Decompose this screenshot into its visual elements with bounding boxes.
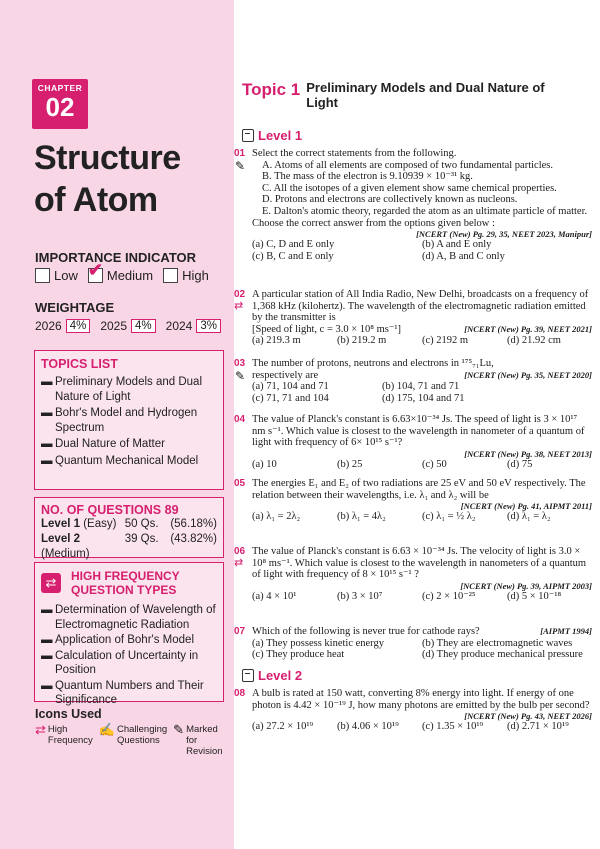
- legend-revision: [173, 724, 228, 757]
- topic-item-label: Quantum Mechanical Model: [55, 454, 199, 467]
- options: [252, 721, 592, 733]
- option: (b) A and E only: [422, 239, 492, 251]
- weightage-row: [35, 319, 231, 333]
- option: (a) λ₁ = 2λ₂: [252, 511, 301, 523]
- weightage-heading: WEIGHTAGE: [35, 300, 115, 315]
- weightage-value: 4%: [131, 319, 156, 333]
- weightage-value: 4%: [66, 319, 91, 333]
- source-reference: [NCERT (New) Pg. 39, NEET 2021]: [464, 323, 592, 334]
- high-checkbox: [163, 268, 178, 283]
- legend-label: Marked for: [186, 724, 218, 746]
- chapter-title-line1: Structure: [34, 139, 181, 177]
- option: (d) 2.71 × 10¹⁹: [507, 721, 569, 733]
- level1-heading: [242, 128, 302, 143]
- level1-label: Level 1: [258, 128, 303, 143]
- question-text: The number of protons, neutrons and electrons in ¹⁷⁵₇₁Lu,: [252, 358, 494, 369]
- questions-column: [234, 0, 600, 849]
- level1-count: 50 Qs.: [124, 518, 159, 530]
- challenging-icon: ✍: [98, 722, 115, 737]
- option: (d) 175, 104 and 71: [382, 392, 465, 404]
- topic-header: [242, 80, 566, 110]
- question-text: The value of Planck's constant is 6.63 × 10⁻³⁴ Js. The velocity of light is 3.0 × 10⁸ ms⁻¹. Which value is closest to the wavelength in nanometers of a quantum of light with frequency of 8 × 10¹⁵ s⁻¹ ?: [252, 546, 587, 581]
- level1-label: Level 1: [41, 518, 80, 530]
- question-number: 06: [234, 546, 246, 557]
- question-number: 08: [234, 688, 246, 699]
- weightage-year: 2025: [100, 319, 128, 333]
- options: [252, 459, 592, 471]
- option: (a) 71, 104 and 71: [252, 381, 329, 393]
- legend-label: Revision: [186, 746, 223, 757]
- high-frequency-icon: ⇄: [234, 557, 244, 569]
- topic-item: ▬ Quantum Mechanical Model: [41, 454, 199, 467]
- importance-high-label: High: [182, 268, 209, 283]
- option: (a) They possess kinetic energy: [252, 637, 384, 649]
- option: (b) 104, 71 and 71: [382, 381, 460, 393]
- legend-challenging: [99, 724, 167, 757]
- topic-tag: Topic 1: [242, 80, 301, 99]
- option: (d) A, B and C only: [422, 250, 505, 262]
- high-frequency-icon: ⇄: [41, 573, 61, 593]
- option: (d) 21.92 cm: [507, 335, 561, 347]
- question-type-label: Calculation of Uncertainty in Position: [55, 649, 199, 676]
- option: (a) 219.3 m: [252, 335, 301, 347]
- pushpin-icon: ✎: [235, 369, 246, 383]
- source-reference: [NCERT (New) Pg. 38, NEET 2013]: [464, 448, 592, 459]
- option: (c) 1.35 × 10¹⁹: [422, 721, 484, 733]
- level-icon: [242, 129, 254, 142]
- importance-high: [163, 268, 209, 283]
- question-text: Which of the following is never true for cathode rays?: [252, 626, 480, 637]
- weightage-value: 3%: [196, 319, 221, 333]
- level2-type: (Medium): [41, 548, 90, 560]
- question-number: 07: [234, 626, 246, 637]
- option: (d) They produce mechanical pressure: [422, 649, 583, 661]
- source-reference: [AIPMT 1994]: [540, 626, 592, 636]
- icons-used-heading: Icons Used: [35, 707, 102, 721]
- importance-indicator: [35, 260, 219, 283]
- question-number: 05: [234, 478, 246, 489]
- question-08: [234, 688, 592, 733]
- high-frequency-panel: [34, 562, 224, 706]
- low-checkbox: [35, 268, 50, 283]
- question-number: 01: [234, 148, 246, 159]
- importance-low: [35, 268, 78, 283]
- level1-type: (Easy): [83, 518, 117, 530]
- importance-low-label: Low: [54, 268, 78, 283]
- question-text: Choose the correct answer from the options given below :: [252, 217, 495, 229]
- level2-percent: (43.82%): [170, 533, 217, 545]
- topics-list-heading: TOPICS LIST: [41, 357, 118, 371]
- topics-list-panel: [34, 350, 224, 490]
- chapter-title-line2: of Atom: [34, 181, 158, 219]
- level1-count-row: [41, 517, 217, 532]
- question-type-item: ▬ Quantum Numbers and Their Significance: [41, 679, 204, 706]
- chapter-sidebar: [0, 0, 234, 849]
- statement: D. Protons and electrons are collectively known as nucleons.: [262, 194, 518, 206]
- high-frequency-heading-line2: QUESTION TYPES: [71, 583, 177, 597]
- option: (a) 10: [252, 458, 277, 470]
- checkmark-icon: ✔: [87, 260, 103, 280]
- question-text: The value of Planck's constant is 6.63×10⁻³⁴ Js. The speed of light is 3 × 10¹⁷ nm s⁻¹. Which value is closest to the wavelength in nanometer of a quantum of light with frequency of 6× 10¹⁵ s⁻¹?: [252, 414, 585, 449]
- question-01: [234, 148, 592, 262]
- question-07: [234, 626, 592, 661]
- question-05: [234, 478, 592, 523]
- icons-legend: [35, 724, 234, 757]
- legend-label: Questions: [116, 735, 160, 746]
- option: (a) C, D and E only: [252, 239, 335, 251]
- option: (b) 4.06 × 10¹⁹: [337, 721, 399, 733]
- level2-label: Level 2: [258, 668, 303, 683]
- question-text: A particular station of All India Radio, New Delhi, broadcasts on a frequency of 1,368 kHz (kilohertz). The wavelength of the electromagnetic radiation emitted by the transmitter is: [252, 289, 589, 324]
- topic-title: Preliminary Models and Dual Nature of Light: [306, 80, 545, 110]
- source-reference: [NCERT (New) Pg. 39, AIPMT 2003]: [460, 580, 592, 591]
- level1-percent: (56.18%): [170, 518, 217, 530]
- topic-item: ▬ Preliminary Models and Dual Nature of Light: [41, 376, 203, 403]
- option: (b) They are electromagnetic waves: [422, 637, 573, 649]
- chapter-number: 02: [45, 92, 75, 122]
- question-text: A bulb is rated at 150 watt, converting 8% energy into light. If energy of one photon is 4.42 × 10⁻¹⁹ J, how many photons are emitted by the bulb per second?: [252, 688, 590, 711]
- option: (d) 5 × 10⁻¹⁸: [507, 590, 562, 602]
- option: (c) 50: [422, 458, 447, 470]
- question-type-label: Determination of Wavelength of Electromagnetic Radiation: [55, 604, 216, 631]
- source-reference: [NCERT (New) Pg. 29, 35, NEET 2023, Manipur]: [416, 229, 592, 240]
- option: (a) 27.2 × 10¹⁹: [252, 721, 314, 733]
- option: (c) They produce heat: [252, 649, 345, 661]
- level2-label: Level 2: [41, 533, 80, 545]
- topic-item: ▬ Bohr's Model and Hydrogen Spectrum: [41, 407, 198, 434]
- importance-medium-label: Medium: [106, 268, 154, 283]
- options: [252, 335, 592, 347]
- legend-label: Challenging: [116, 724, 168, 735]
- topic-item-label: Dual Nature of Matter: [55, 438, 165, 450]
- question-02: [234, 289, 592, 347]
- level-icon: [242, 669, 254, 682]
- chapter-title: [34, 137, 229, 221]
- importance-heading: IMPORTANCE INDICATOR: [35, 250, 197, 265]
- option: (c) 2 × 10⁻²⁵: [422, 590, 476, 602]
- level2-count-row: [41, 532, 217, 562]
- question-type-label: Application of Bohr's Model: [55, 634, 194, 646]
- pushpin-icon: ✎: [235, 159, 246, 173]
- question-type-item: ▬ Calculation of Uncertainty in Position: [41, 649, 199, 676]
- question-text: respectively are: [252, 369, 319, 381]
- source-reference: [NCERT (New) Pg. 35, NEET 2020]: [464, 369, 592, 380]
- option: (c) λ₁ = ½ λ₂: [422, 511, 476, 523]
- option: (b) 25: [337, 458, 363, 470]
- question-type-item: ▬ Application of Bohr's Model: [41, 634, 194, 646]
- weightage-year: 2026: [35, 319, 62, 333]
- legend-label: High: [47, 724, 68, 735]
- question-number: 04: [234, 414, 246, 425]
- question-type-label: Quantum Numbers and Their Significance: [55, 679, 204, 706]
- legend-label: Frequency: [47, 735, 93, 746]
- question-number: 02: [234, 289, 246, 300]
- question-text: [Speed of light, c = 3.0 × 10⁸ ms⁻¹]: [252, 323, 402, 335]
- pushpin-icon: ✎: [173, 722, 185, 737]
- chapter-badge: [32, 79, 88, 129]
- question-03: [234, 358, 592, 404]
- option: (d) λ₁ = λ₂: [507, 511, 551, 523]
- question-text: Select the correct statements from the following.: [252, 148, 457, 159]
- statement: C. All the isotopes of a given element show same chemical properties.: [262, 182, 557, 194]
- source-reference: [NCERT (New) Pg. 43, NEET 2026]: [464, 711, 592, 722]
- statement: E. Dalton's atomic theory, regarded the atom as an ultimate particle of matter.: [262, 205, 588, 217]
- option: (b) 3 × 10⁷: [337, 590, 383, 602]
- option: (b) 219.2 m: [337, 335, 387, 347]
- option: (d) 75: [507, 458, 533, 470]
- topic-item-label: Bohr's Model and Hydrogen Spectrum: [55, 407, 198, 434]
- high-frequency-icon: ⇄: [234, 300, 244, 312]
- question-text: The energies E₁ and E₂ of two radiations are 25 eV and 50 eV respectively. The relation between their wavelengths, i.e. λ₁ and λ₂ will be: [252, 478, 586, 501]
- source-reference: [NCERT (New) Pg. 41, AIPMT 2011]: [460, 501, 592, 512]
- topic-item-label: Preliminary Models and Dual Nature of Light: [55, 376, 203, 403]
- high-frequency-heading-line1: HIGH FREQUENCY: [71, 569, 180, 583]
- option: (c) B, C and E only: [252, 250, 334, 262]
- options: [252, 638, 592, 661]
- topic-item: ▬ Dual Nature of Matter: [41, 438, 165, 450]
- question-type-item: ▬ Determination of Wavelength of Electromagnetic Radiation: [41, 604, 216, 631]
- weightage-year: 2024: [165, 319, 193, 333]
- questions-count-heading: NO. OF QUESTIONS 89: [41, 503, 179, 517]
- question-06: [234, 546, 592, 602]
- option: (c) 71, 71 and 104: [252, 392, 329, 404]
- level2-heading: [242, 668, 302, 683]
- options: [252, 591, 592, 603]
- option: (c) 2192 m: [422, 335, 469, 347]
- legend-high-frequency: [35, 724, 93, 757]
- question-number: 03: [234, 358, 246, 369]
- medium-checkbox: [87, 260, 103, 283]
- options: [252, 511, 592, 523]
- high-frequency-icon: ⇄: [35, 722, 46, 737]
- importance-medium: [87, 260, 154, 283]
- questions-count-panel: [34, 497, 224, 558]
- options: [252, 239, 592, 262]
- question-04: [234, 414, 592, 470]
- options: [252, 381, 512, 404]
- statement: A. Atoms of all elements are composed of two fundamental particles.: [262, 159, 554, 171]
- high-frequency-header: [41, 569, 217, 597]
- statement: B. The mass of the electron is 9.10939 × 10⁻³¹ kg.: [262, 171, 473, 183]
- level2-count: 39 Qs.: [124, 533, 159, 545]
- option: (b) λ₁ = 4λ₂: [337, 511, 386, 523]
- option: (a) 4 × 10¹: [252, 590, 297, 602]
- chapter-label: CHAPTER: [37, 83, 83, 93]
